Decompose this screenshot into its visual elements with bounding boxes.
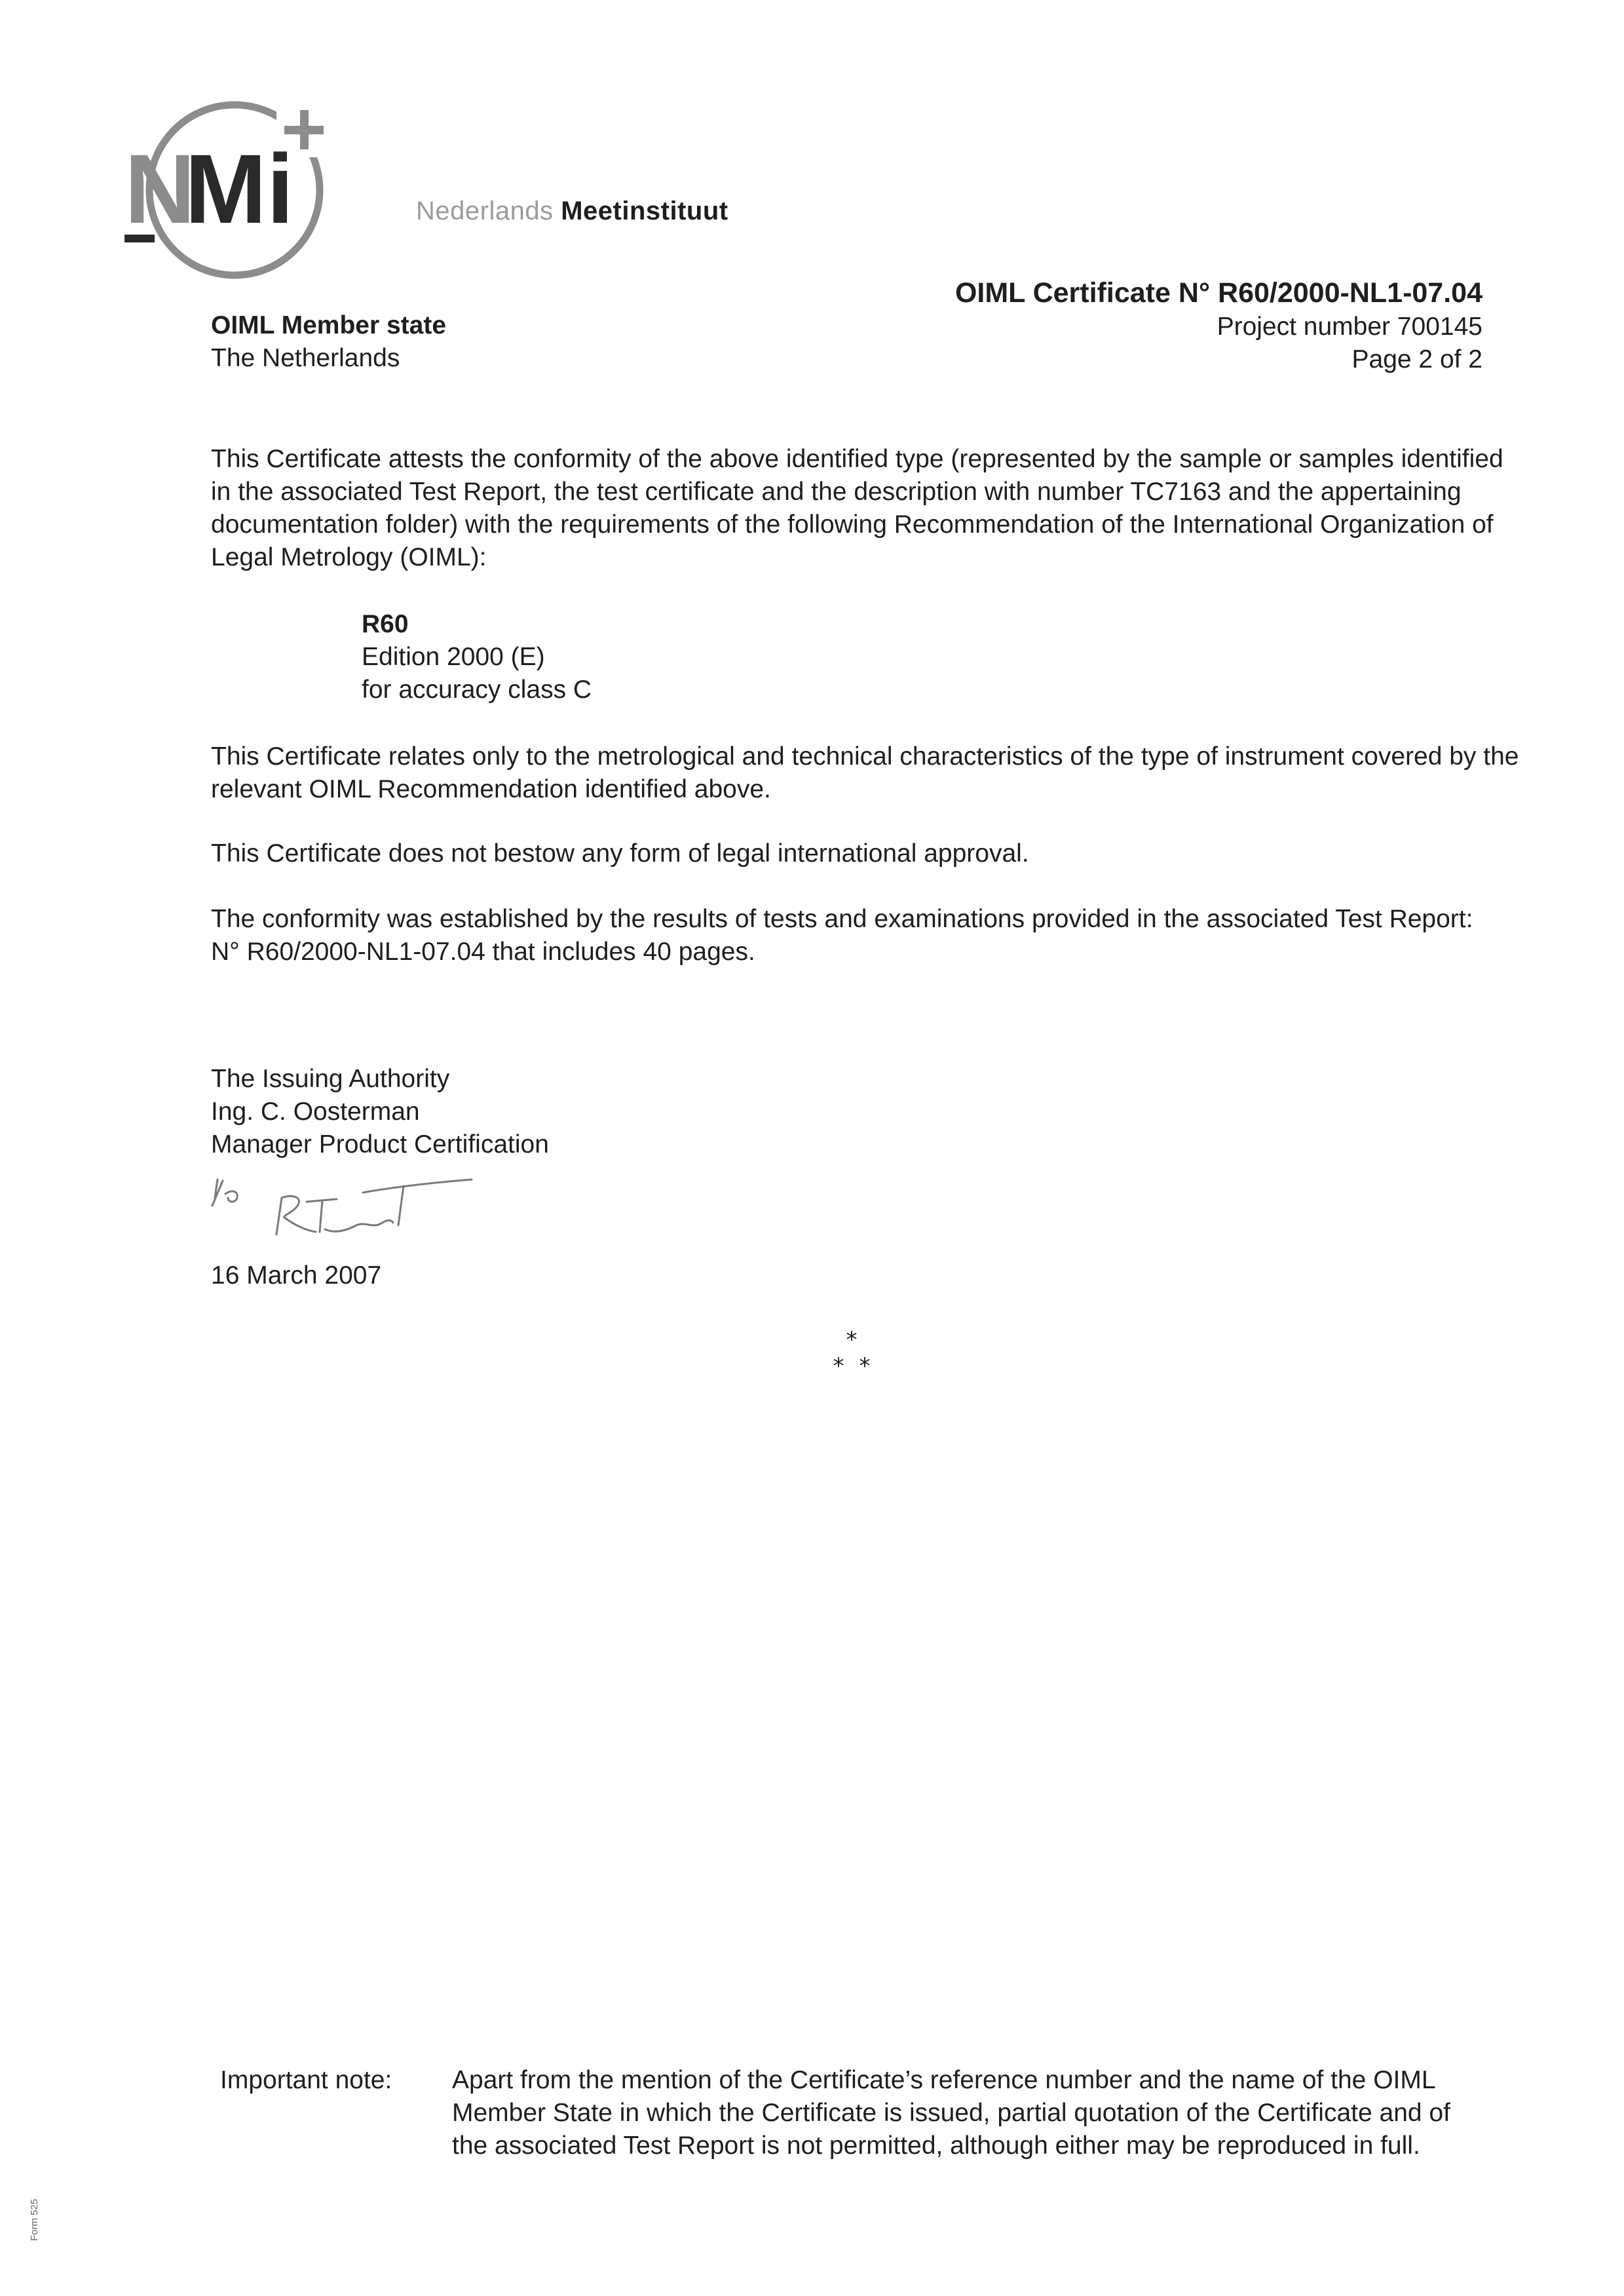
institute-name bbox=[416, 197, 728, 226]
authority-title: The Issuing Authority bbox=[211, 1065, 450, 1093]
certificate-block bbox=[955, 275, 1482, 376]
important-note-text: Apart from the mention of the Certificate’s reference number and the name of the OIML Member State in which the Certificate is issued, partial quotation of the Certificate and of the associated Test Report is not permitted, although either may be reproduced in full. bbox=[452, 2066, 1450, 2160]
authority-name: Ing. C. Oosterman bbox=[211, 1098, 420, 1126]
asterisk-bottom-right: * bbox=[859, 1353, 871, 1379]
signature bbox=[208, 1166, 483, 1258]
authority-block bbox=[211, 1063, 549, 1161]
relates-paragraph: This Certificate relates only to the metrological and technical characteristics of the type of instrument covered by the relevant OIML Recommendation identified above. bbox=[211, 742, 1519, 803]
logo-letters-mi: Mi bbox=[185, 134, 294, 244]
institute-name-light: Nederlands bbox=[416, 197, 554, 225]
conformity-paragraph bbox=[211, 903, 1521, 968]
important-note-label: Important note: bbox=[220, 2066, 392, 2094]
asterisk-top: * bbox=[846, 1327, 858, 1353]
bestow-paragraph: This Certificate does not bestow any form of legal international approval. bbox=[211, 839, 1029, 868]
logo-letter-n: N bbox=[124, 134, 196, 244]
nmi-logo bbox=[124, 92, 360, 282]
certificate-title: OIML Certificate N° R60/2000-NL1-07.04 bbox=[954, 277, 1482, 309]
intro-paragraph: This Certificate attests the conformity of the above identified type (represented by the sample or samples identified in the associated Test Report, the test certificate and the description with number TC7163 and the appertaining documentation folder) with the requirements of the following Recommendation of the International Organization of Legal Metrology (OIML): bbox=[211, 445, 1503, 571]
asterisk-bottom-left: * bbox=[833, 1353, 844, 1379]
recommendation-block bbox=[362, 608, 592, 706]
page-number: Page 2 of 2 bbox=[1351, 345, 1482, 373]
test-report-reference: N° R60/2000-NL1-07.04 that includes 40 pages. bbox=[211, 938, 755, 966]
authority-role: Manager Product Certification bbox=[211, 1130, 549, 1158]
issue-date: 16 March 2007 bbox=[211, 1261, 382, 1290]
recommendation-class: for accuracy class C bbox=[362, 676, 592, 704]
member-state-label: OIML Member state bbox=[211, 311, 447, 339]
institute-name-bold: Meetinstituut bbox=[561, 197, 728, 225]
project-number: Project number 700145 bbox=[1217, 313, 1482, 341]
member-state-country: The Netherlands bbox=[211, 344, 400, 372]
end-mark-asterisks bbox=[812, 1317, 891, 1383]
form-code: Form 525 bbox=[29, 2198, 40, 2241]
member-state-block bbox=[211, 309, 446, 375]
recommendation-code: R60 bbox=[362, 610, 409, 638]
recommendation-edition: Edition 2000 (E) bbox=[362, 643, 545, 671]
conformity-text: The conformity was established by the results of tests and examinations provided in the associated Test Report: bbox=[211, 905, 1473, 933]
